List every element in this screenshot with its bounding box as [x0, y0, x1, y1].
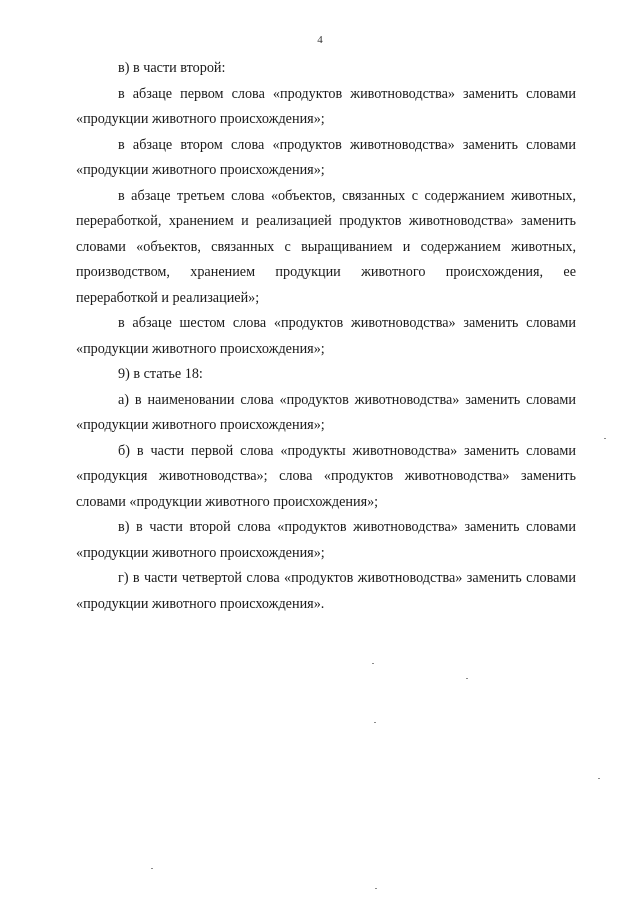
paragraph-8: б) в части первой слова «продукты животноводства» заменить словами «продукция животноводства»; слова «продуктов животноводства» заменить словами «продукции животного происхождения»;	[76, 442, 576, 510]
paragraph-9: в) в части второй слова «продуктов животноводства» заменить словами «продукции животного происхождения»;	[76, 519, 576, 561]
paragraph-1: в) в части второй:	[118, 60, 226, 76]
paragraph-2: в абзаце первом слова «продуктов животноводства» заменить словами «продукции животного происхождения»;	[76, 85, 576, 127]
paragraph-4: в абзаце третьем слова «объектов, связанных с содержанием животных, переработкой, хранением и реализацией продуктов животноводства» заменить словами «объектов, связанных с выращиванием и содержанием животных, производством, хранением продукции животного происхождения, ее переработкой и реализацией»;	[76, 187, 576, 306]
paragraph-3: в абзаце втором слова «продуктов животноводства» заменить словами «продукции животного происхождения»;	[76, 136, 576, 178]
scan-speck	[604, 438, 606, 439]
scan-speck	[372, 663, 374, 664]
page-number: 4	[317, 34, 323, 46]
scan-speck	[375, 888, 377, 889]
document-body	[76, 56, 576, 617]
paragraph-10: г) в части четвертой слова «продуктов животноводства» заменить словами «продукции животного происхождения».	[76, 570, 576, 612]
scan-speck	[598, 778, 600, 779]
paragraph-6: 9) в статье 18:	[118, 366, 203, 382]
paragraph-7: а) в наименовании слова «продуктов животноводства» заменить словами «продукции животного происхождения»;	[76, 391, 576, 433]
scan-speck	[374, 722, 376, 723]
paragraph-5: в абзаце шестом слова «продуктов животноводства» заменить словами «продукции животного происхождения»;	[76, 315, 576, 357]
scan-speck	[466, 678, 468, 679]
scan-speck	[151, 868, 153, 869]
